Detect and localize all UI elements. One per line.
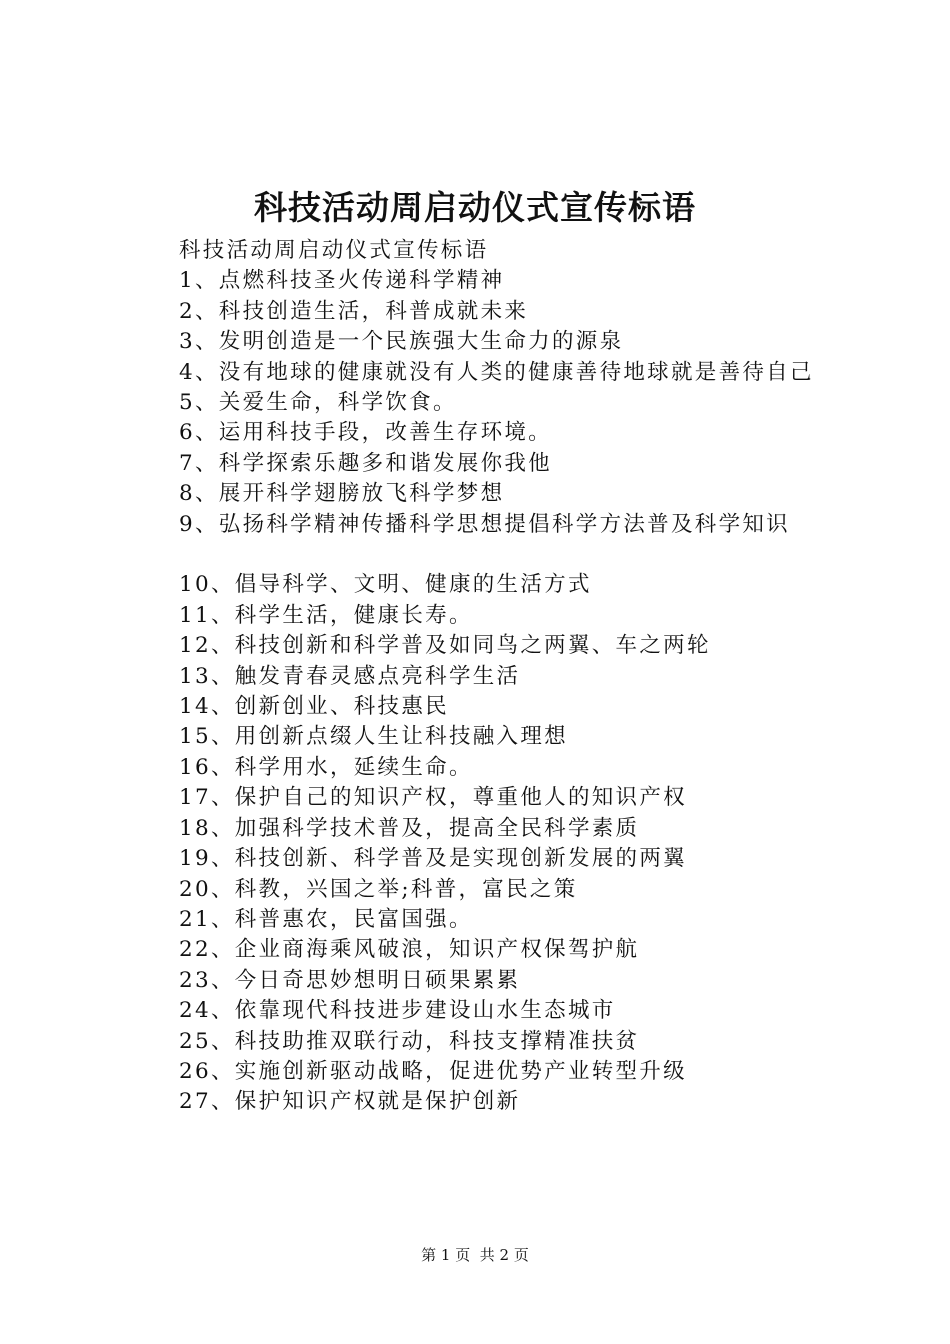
blank-line — [133, 540, 833, 570]
slogan-item: 25、科技助推双联行动，科技支撑精准扶贫 — [179, 1028, 640, 1054]
slogan-item: 2、科技创造生活，科普成就未来 — [179, 298, 529, 324]
slogan-item: 27、保护知识产权就是保护创新 — [179, 1089, 521, 1115]
slogan-item: 20、科教，兴国之举;科普，富民之策 — [179, 876, 578, 902]
paragraph: 科技活动周启动仪式宣传标语 — [179, 238, 489, 263]
slogan-item: 18、加强科学技术普及，提高全民科学素质 — [179, 815, 640, 841]
slogan-item: 21、科普惠农，民富国强。 — [179, 906, 473, 932]
slogan-item: 5、关爱生命，科学饮食。 — [179, 390, 457, 416]
slogan-item: 7、科学探索乐趣多和谐发展你我他 — [179, 450, 552, 476]
slogan-item: 14、创新创业、科技惠民 — [179, 694, 449, 720]
slogan-item: 9、弘扬科学精神传播科学思想提倡科学方法普及科学知识 — [179, 511, 790, 537]
slogan-item: 17、保护自己的知识产权，尊重他人的知识产权 — [179, 785, 687, 811]
slogan-item: 22、企业商海乘风破浪，知识产权保驾护航 — [179, 937, 640, 963]
slogan-item: 12、科技创新和科学普及如同鸟之两翼、车之两轮 — [179, 633, 711, 659]
slogan-item: 19、科技创新、科学普及是实现创新发展的两翼 — [179, 846, 687, 872]
page-number: 第 1 页 — [421, 1246, 471, 1264]
document-title: 科技活动周启动仪式宣传标语 — [254, 188, 696, 227]
slogan-item: 11、科学生活，健康长寿。 — [179, 602, 473, 628]
slogan-item: 24、依靠现代科技进步建设山水生态城市 — [179, 998, 616, 1024]
slogan-item: 6、运用科技手段，改善生存环境。 — [179, 420, 552, 446]
slogan-item: 1、点燃科技圣火传递科学精神 — [179, 268, 505, 294]
slogan-item: 4、没有地球的健康就没有人类的健康善待地球就是善待自己 — [179, 359, 814, 385]
slogan-item: 15、用创新点缀人生让科技融入理想 — [179, 724, 568, 750]
page-footer — [0, 1244, 950, 1266]
slogan-item: 10、倡导科学、文明、健康的生活方式 — [179, 572, 592, 598]
document-body — [133, 236, 833, 1118]
slogan-item: 13、触发青春灵感点亮科学生活 — [179, 663, 521, 689]
slogan-item: 23、今日奇思妙想明日硕果累累 — [179, 967, 521, 993]
page-total: 共 2 页 — [479, 1246, 529, 1264]
slogan-item: 16、科学用水，延续生命。 — [179, 754, 473, 780]
slogan-item: 26、实施创新驱动战略，促进优势产业转型升级 — [179, 1058, 687, 1084]
slogan-item: 3、发明创造是一个民族强大生命力的源泉 — [179, 329, 624, 355]
slogan-item: 8、展开科学翅膀放飞科学梦想 — [179, 481, 505, 507]
